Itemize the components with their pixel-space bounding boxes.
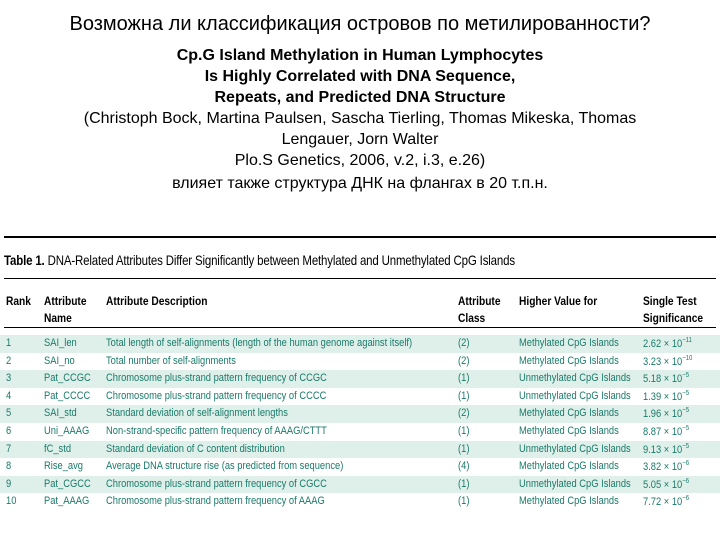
sig-exponent: −5 xyxy=(682,424,690,432)
header-significance xyxy=(643,293,703,327)
paper-title-line-1: Cp.G Island Methylation in Human Lymphocytes xyxy=(176,47,544,64)
cell-higher-value: Methylated CpG Islands xyxy=(519,495,619,508)
sig-base: 2.62 × 10 xyxy=(643,338,683,350)
cell-description: Total number of self-alignments xyxy=(106,354,236,367)
cell-significance xyxy=(643,372,689,385)
cell-significance xyxy=(643,478,689,491)
cell-description: Average DNA structure rise (as predicted from sequence) xyxy=(106,460,344,473)
cell-higher-value: Unmethylated CpG Islands xyxy=(519,389,631,402)
table-top-rule xyxy=(4,236,716,238)
cell-rank: 1 xyxy=(6,337,12,349)
cell-higher-value: Methylated CpG Islands xyxy=(519,407,619,420)
cell-rank: 5 xyxy=(6,407,12,420)
table-row xyxy=(0,458,720,476)
cell-significance xyxy=(643,407,689,420)
cell-description: Standard deviation of C content distribution xyxy=(106,442,285,455)
sig-base: 3.82 × 10 xyxy=(643,461,683,474)
sig-exponent: −10 xyxy=(682,354,693,362)
cell-attribute-name: Pat_CCGC xyxy=(44,372,91,385)
slide-note: влияет также структура ДНК на флангах в 20 т.п.н. xyxy=(172,175,548,192)
cell-class: (1) xyxy=(458,389,470,402)
cell-rank: 8 xyxy=(6,460,12,473)
cell-attribute-name: SAI_no xyxy=(44,354,75,367)
methylation-table xyxy=(0,236,720,511)
paper-reference xyxy=(0,45,720,194)
header-attribute-class-l2: Class xyxy=(458,311,486,325)
cell-higher-value: Unmethylated CpG Islands xyxy=(519,477,631,490)
table-caption-text: DNA-Related Attributes Differ Significantly between Methylated and Unmethylated CpG Islands xyxy=(47,252,515,268)
cell-class: (1) xyxy=(458,477,470,490)
cell-rank: 6 xyxy=(6,424,12,437)
cell-class: (2) xyxy=(458,337,470,349)
cell-attribute-name: Pat_AAAG xyxy=(44,495,90,508)
header-attribute-name-l1: Attribute xyxy=(44,294,87,308)
cell-rank: 7 xyxy=(6,442,12,455)
sig-exponent: −5 xyxy=(682,442,690,450)
paper-title-line-3: Repeats, and Predicted DNA Structure xyxy=(214,89,506,106)
cell-higher-value: Unmethylated CpG Islands xyxy=(519,372,631,385)
header-attribute-description: Attribute Description xyxy=(106,294,208,308)
header-rank: Rank xyxy=(6,294,31,308)
sig-base: 5.05 × 10 xyxy=(643,478,683,491)
cell-description: Standard deviation of self-alignment lengths xyxy=(106,407,288,420)
sig-exponent: −6 xyxy=(682,477,690,485)
cell-rank: 9 xyxy=(6,477,12,490)
paper-authors-line-2: Lengauer, Jorn Walter xyxy=(281,131,439,148)
cell-higher-value: Unmethylated CpG Islands xyxy=(519,442,631,455)
cell-rank: 3 xyxy=(6,372,12,385)
table-row xyxy=(0,353,720,371)
table-row xyxy=(0,476,720,494)
cell-class: (2) xyxy=(458,354,470,367)
sig-exponent: −5 xyxy=(682,389,690,397)
table-row xyxy=(0,493,720,511)
cell-higher-value: Methylated CpG Islands xyxy=(519,460,619,473)
cell-class: (2) xyxy=(458,407,470,420)
sig-base: 7.72 × 10 xyxy=(643,496,683,509)
cell-attribute-name: Pat_CGCC xyxy=(44,477,91,490)
table-row xyxy=(0,370,720,388)
cell-higher-value: Methylated CpG Islands xyxy=(519,354,619,367)
cell-attribute-name: SAI_std xyxy=(44,407,77,420)
cell-class: (1) xyxy=(458,495,470,508)
table-row xyxy=(0,388,720,406)
header-higher-value: Higher Value for xyxy=(519,294,598,308)
table-row xyxy=(0,335,720,353)
cell-higher-value: Methylated CpG Islands xyxy=(519,424,619,437)
cell-class: (1) xyxy=(458,424,470,437)
cell-rank: 4 xyxy=(6,389,12,402)
cell-description: Chromosome plus-strand pattern frequency of CCCC xyxy=(106,389,327,402)
cell-significance xyxy=(643,355,692,368)
table-body xyxy=(0,335,720,511)
cell-significance xyxy=(643,337,692,350)
header-attribute-class xyxy=(458,293,501,327)
table-caption xyxy=(4,252,591,268)
table-row xyxy=(0,423,720,441)
cell-class: (1) xyxy=(458,372,470,385)
cell-description: Total length of self-alignments (length of the human genome against itself) xyxy=(106,337,413,349)
cell-description: Non-strand-specific pattern frequency of AAAG/CTTT xyxy=(106,424,327,437)
table-header xyxy=(0,279,720,327)
paper-authors-line-1: (Christoph Bock, Martina Paulsen, Sascha Tierling, Thomas Mikeska, Thomas xyxy=(83,110,637,127)
cell-significance xyxy=(643,425,689,438)
paper-journal: Plo.S Genetics, 2006, v.2, i.3, e.26) xyxy=(234,152,486,169)
header-attribute-name-l2: Name xyxy=(44,311,72,325)
cell-attribute-name: fC_std xyxy=(44,442,72,455)
sig-exponent: −5 xyxy=(682,407,690,415)
sig-exponent: −6 xyxy=(682,460,690,468)
cell-description: Chromosome plus-strand pattern frequency of AAAG xyxy=(106,495,325,508)
paper-title-line-2: Is Highly Correlated with DNA Sequence, xyxy=(204,68,516,85)
sig-base: 5.18 × 10 xyxy=(643,373,683,386)
sig-base: 1.96 × 10 xyxy=(643,408,683,421)
cell-attribute-name: Rise_avg xyxy=(44,460,83,473)
sig-base: 1.39 × 10 xyxy=(643,390,683,403)
sig-base: 9.13 × 10 xyxy=(643,443,683,456)
sig-exponent: −6 xyxy=(682,495,690,503)
cell-significance xyxy=(643,460,689,473)
sig-exponent: −11 xyxy=(682,337,692,344)
cell-significance xyxy=(643,495,689,508)
cell-rank: 2 xyxy=(6,354,12,367)
header-significance-l2: Significance xyxy=(643,311,704,325)
table-header-bottom-rule xyxy=(4,327,716,328)
cell-significance xyxy=(643,390,689,403)
cell-rank: 10 xyxy=(6,495,17,508)
header-significance-l1: Single Test xyxy=(643,294,697,308)
sig-exponent: −5 xyxy=(682,372,690,380)
header-attribute-name xyxy=(44,293,87,327)
cell-class: (1) xyxy=(458,442,470,455)
header-attribute-class-l1: Attribute xyxy=(458,294,501,308)
cell-higher-value: Methylated CpG Islands xyxy=(519,337,619,349)
cell-attribute-name: Uni_AAAG xyxy=(44,424,90,437)
sig-base: 3.23 × 10 xyxy=(643,355,683,368)
cell-attribute-name: SAI_len xyxy=(44,337,77,349)
table-row xyxy=(0,441,720,459)
cell-class: (4) xyxy=(458,460,470,473)
table-caption-label: Table 1. xyxy=(4,252,45,268)
cell-attribute-name: Pat_CCCC xyxy=(44,389,91,402)
sig-base: 8.87 × 10 xyxy=(643,425,683,438)
table-row xyxy=(0,405,720,423)
cell-description: Chromosome plus-strand pattern frequency of CCGC xyxy=(106,372,327,385)
cell-description: Chromosome plus-strand pattern frequency of CGCC xyxy=(106,477,327,490)
slide-title: Возможна ли классификация островов по метилированности? xyxy=(69,13,651,35)
cell-significance xyxy=(643,443,689,456)
